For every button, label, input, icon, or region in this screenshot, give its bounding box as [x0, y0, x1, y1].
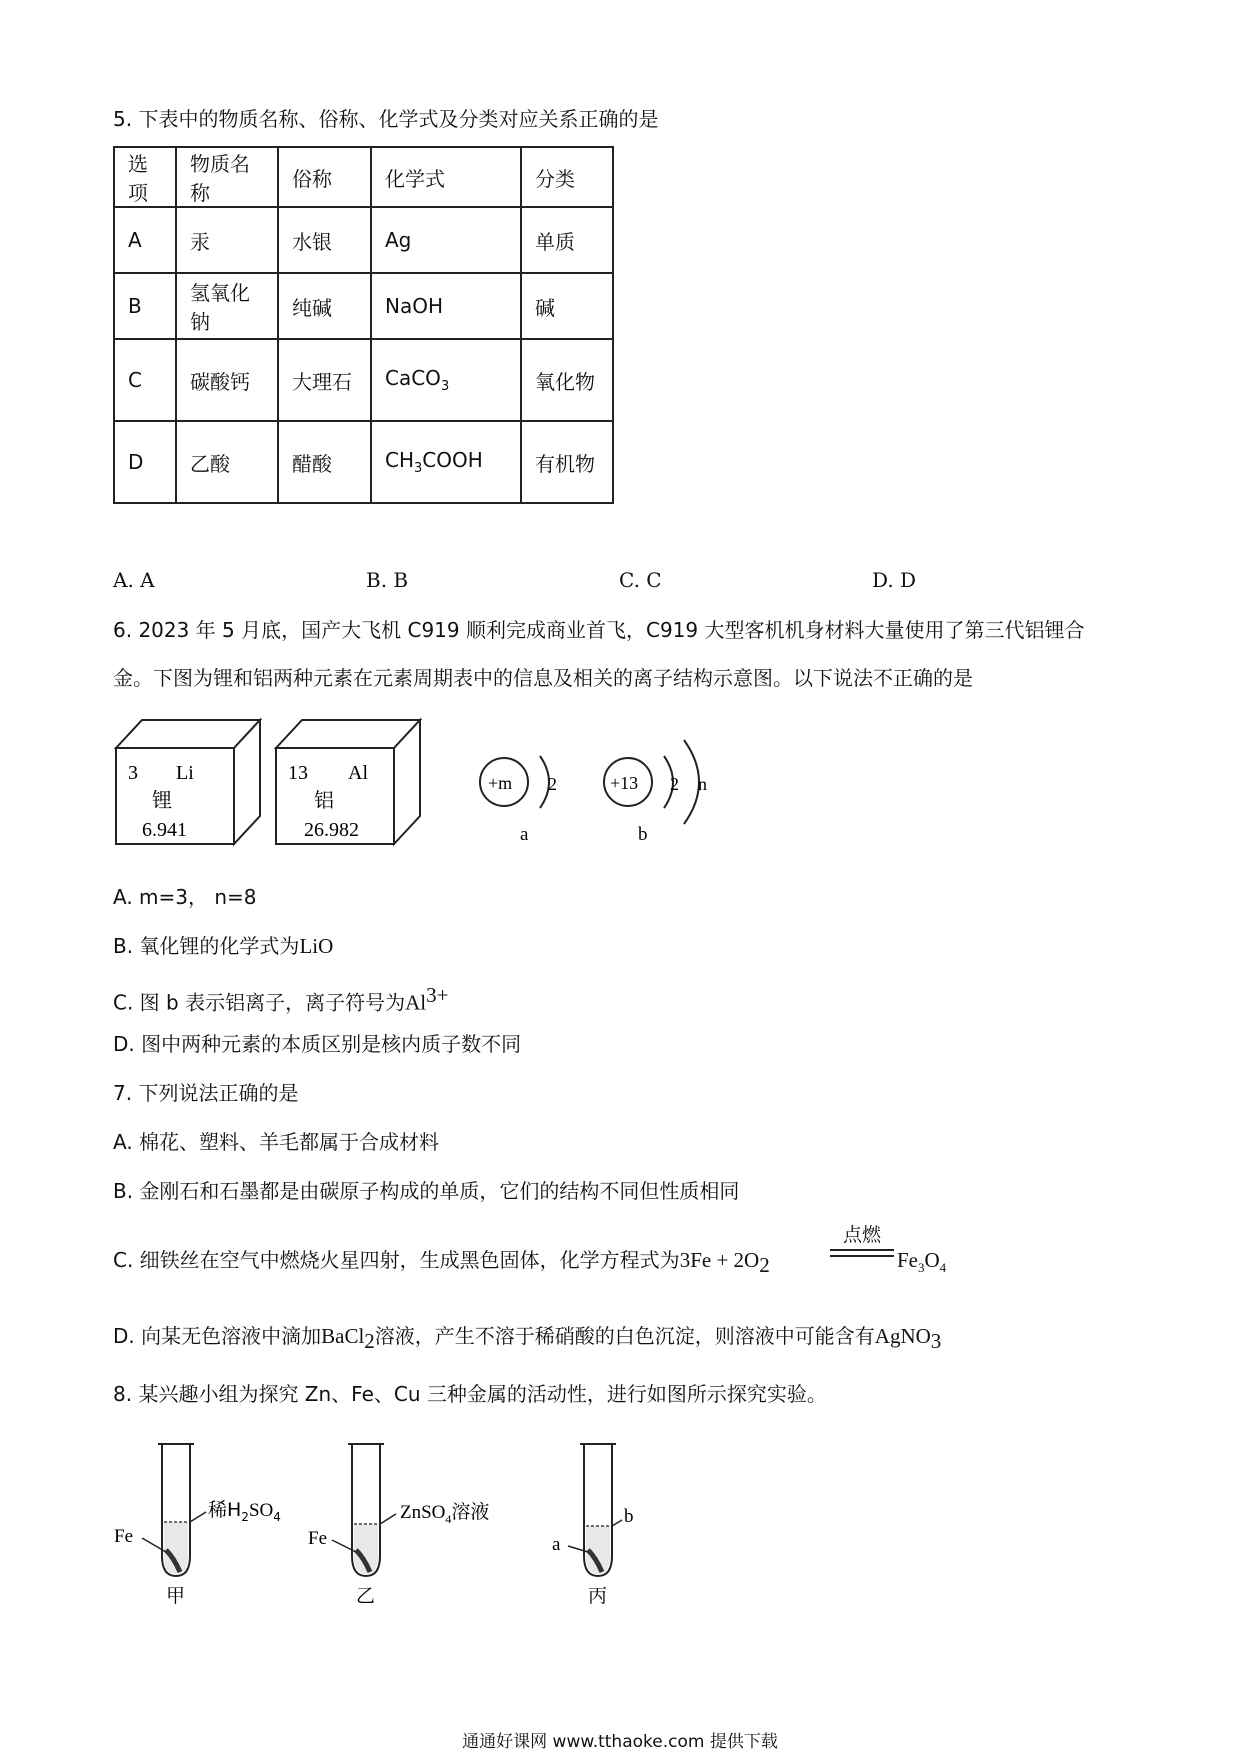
table-row	[114, 207, 613, 273]
li-atomic-number: 3	[128, 762, 138, 784]
row-name: 乙酸	[176, 421, 278, 503]
q5-options	[113, 566, 1125, 594]
row-common: 大理石	[278, 339, 371, 421]
tube1-metal-label: Fe	[114, 1526, 133, 1547]
q7-reaction-condition: 点燃	[830, 1224, 894, 1257]
li-mass: 6.941	[142, 819, 187, 841]
row-common: 纯碱	[278, 273, 371, 339]
tube1-label: 甲	[166, 1585, 186, 1606]
q6-option-d[interactable]: D. 图中两种元素的本质区别是核内质子数不同	[113, 1032, 522, 1056]
row-name: 氢氧化钠	[176, 273, 278, 339]
al-name: 铝	[314, 788, 334, 812]
row-class: 有机物	[521, 421, 613, 503]
q6-option-b[interactable]: B. 氧化锂的化学式为LiO	[113, 934, 334, 958]
header-class: 分类	[521, 147, 613, 207]
tube2-reagent-label: ZnSO$_4$溶液	[400, 1501, 490, 1526]
tube3-reagent-label: b	[624, 1506, 634, 1527]
row-option: A	[114, 207, 176, 273]
tube1-reagent-label: 稀$H_2SO_4$	[208, 1499, 281, 1524]
q6-option-a[interactable]: A. m=3， n=8	[113, 885, 257, 909]
q7-option-d[interactable]: D. 向某无色溶液中滴加BaCl$_2$溶液，产生不溶于稀硝酸的白色沉淀，则溶液中可能含有AgNO$_3$	[113, 1324, 942, 1353]
q6-stem-line2: 金。下图为锂和铝两种元素在元素周期表中的信息及相关的离子结构示意图。以下说法不正确的是	[113, 666, 973, 690]
q5-option-d[interactable]: D. D	[872, 568, 917, 592]
q7-stem: 7. 下列说法正确的是	[113, 1081, 299, 1105]
row-name: 汞	[176, 207, 278, 273]
row-class: 单质	[521, 207, 613, 273]
q5-table	[113, 146, 614, 504]
ion-b-nucleus: +13	[610, 773, 639, 793]
header-option: 选项	[114, 147, 176, 207]
row-option: C	[114, 339, 176, 421]
ion-a-label: a	[520, 824, 529, 845]
q5-header-row	[114, 147, 613, 207]
row-formula: Ag	[371, 207, 521, 273]
tube3-label: 丙	[588, 1585, 608, 1606]
al-symbol: Al	[348, 762, 368, 784]
ion-a-shell1: 2	[548, 774, 557, 794]
q5-option-b[interactable]: B. B	[366, 568, 409, 592]
q6-option-c[interactable]: C. 图 b 表示铝离子，离子符号为$Al^{3+}$	[113, 983, 449, 1015]
table-row	[114, 273, 613, 339]
row-class: 氧化物	[521, 339, 613, 421]
tube2-metal-label: Fe	[308, 1528, 327, 1549]
row-formula: $CH_3COOH$	[371, 421, 521, 503]
row-option: B	[114, 273, 176, 339]
row-name: 碳酸钙	[176, 339, 278, 421]
table-row	[114, 339, 613, 421]
test-tube-bing	[568, 1444, 622, 1576]
header-name: 物质名称	[176, 147, 278, 207]
li-symbol: Li	[176, 762, 194, 784]
q5-option-a[interactable]: A. A	[113, 568, 155, 592]
row-class: 碱	[521, 273, 613, 339]
test-tube-yi	[332, 1444, 396, 1576]
row-common: 醋酸	[278, 421, 371, 503]
ion-a-nucleus: +m	[488, 773, 513, 793]
row-common: 水银	[278, 207, 371, 273]
table-row	[114, 421, 613, 503]
al-atomic-number: 13	[288, 762, 308, 784]
al-mass: 26.982	[304, 819, 359, 841]
q7-option-b[interactable]: B. 金刚石和石墨都是由碳原子构成的单质，它们的结构不同但性质相同	[113, 1179, 740, 1203]
q6-stem-line1: 6. 2023 年 5 月底，国产大飞机 C919 顺利完成商业首飞，C919 大型客机机身材料大量使用了第三代铝锂合	[113, 618, 1085, 642]
header-formula: 化学式	[371, 147, 521, 207]
row-option: D	[114, 421, 176, 503]
header-common: 俗称	[278, 147, 371, 207]
ion-b-shell2: n	[698, 774, 707, 794]
q5-stem: 5. 下表中的物质名称、俗称、化学式及分类对应关系正确的是	[113, 107, 659, 131]
q7-option-a[interactable]: A. 棉花、塑料、羊毛都属于合成材料	[113, 1130, 440, 1154]
q7-reaction-product: $Fe_3O_4$	[897, 1248, 947, 1276]
tube2-label: 乙	[356, 1585, 376, 1606]
row-formula: NaOH	[371, 273, 521, 339]
row-formula: CaCO$_3$	[371, 339, 521, 421]
q8-stem: 8. 某兴趣小组为探究 Zn、Fe、Cu 三种金属的活动性，进行如图所示探究实验。	[113, 1382, 827, 1406]
q6-figure	[110, 712, 730, 848]
q5-option-c[interactable]: C. C	[619, 568, 662, 592]
tube3-metal-label: a	[552, 1534, 561, 1555]
ion-b-label: b	[638, 824, 648, 845]
li-name: 锂	[152, 788, 172, 812]
ion-structure-b	[604, 740, 707, 845]
page-footer: 通通好课网 www.tthaoke.com 提供下载	[462, 1732, 778, 1752]
ion-structure-a	[480, 756, 557, 845]
q7-option-c[interactable]: C. 细铁丝在空气中燃烧火星四射，生成黑色固体，化学方程式为$3Fe + 2O_2$	[113, 1248, 770, 1277]
ion-b-shell1: 2	[670, 774, 679, 794]
q8-experiment-figure	[110, 1436, 670, 1606]
test-tube-jia	[142, 1444, 206, 1576]
